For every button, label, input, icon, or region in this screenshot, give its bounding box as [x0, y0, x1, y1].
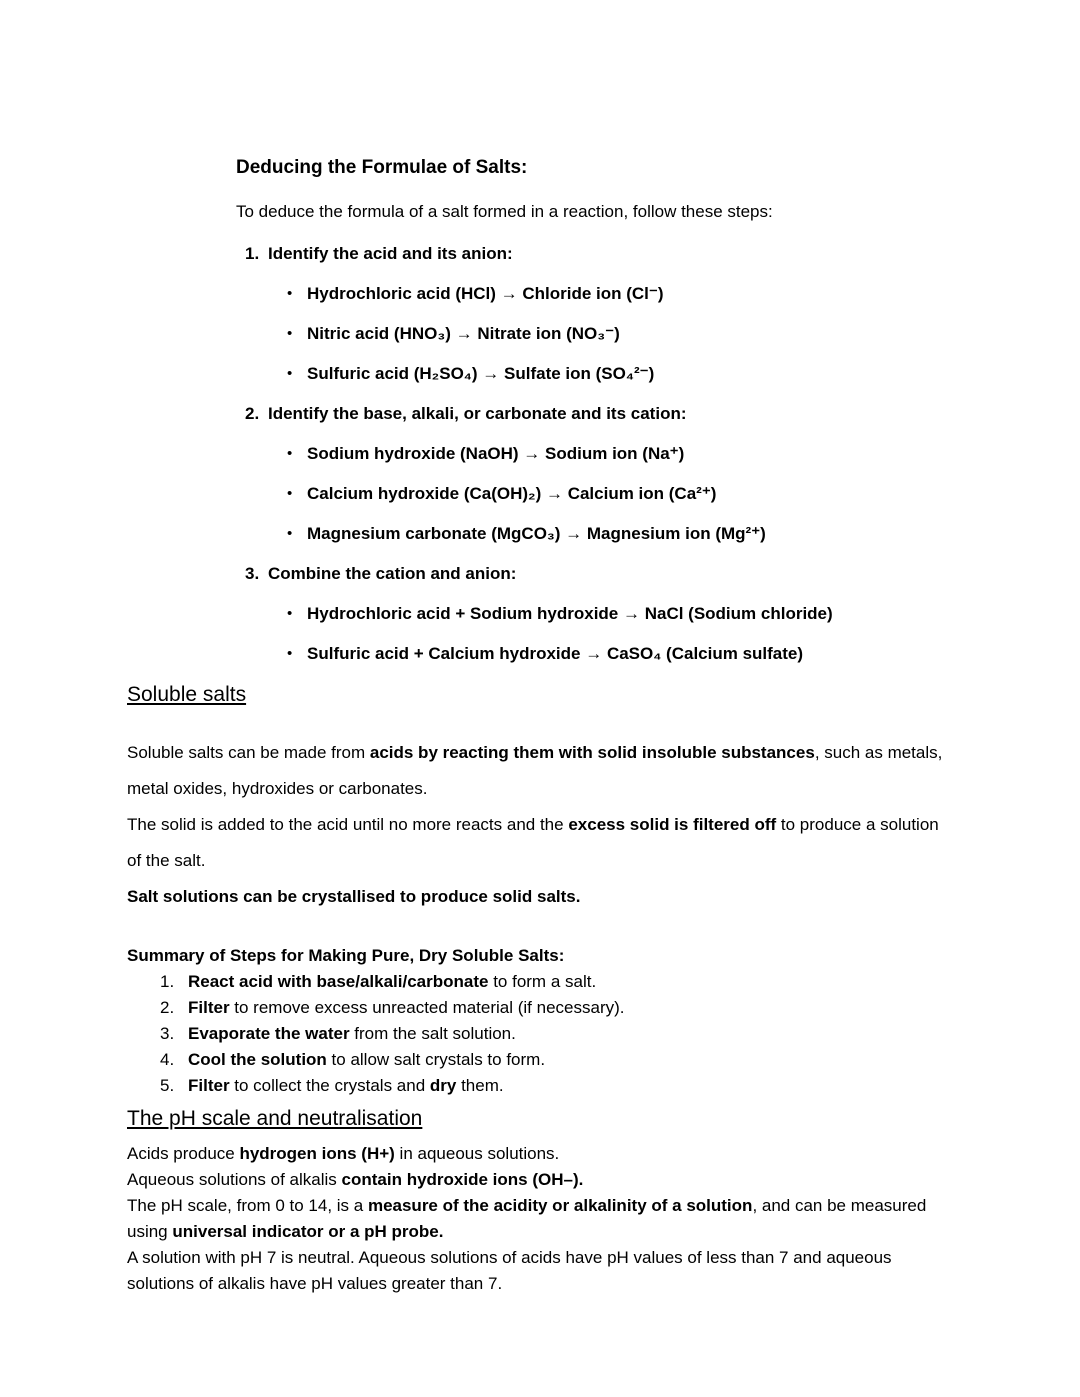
bullet-hydrochloric-acid [287, 281, 953, 307]
para-ph-3 [127, 1193, 953, 1245]
text-content: Soluble salts [127, 683, 247, 706]
list-number-marker: 3. [160, 1024, 175, 1043]
bullet-marker: • [287, 605, 293, 622]
bullet-marker: • [287, 365, 293, 382]
text-content: The pH scale, from 0 to 14, is a measure of the acidity or alkalinity of a solution, and can be measured using universal indicator or a pH probe. [127, 1196, 927, 1241]
intro-paragraph [236, 199, 953, 225]
text-content: Sodium hydroxide (NaOH) → Sodium ion (Na⁺) [307, 444, 685, 463]
text-content: React acid with base/alkali/carbonate to form a salt. [188, 972, 597, 991]
step-react-acid [160, 969, 953, 995]
summary-heading [127, 943, 953, 969]
bullet-caso4-example [287, 641, 953, 667]
list-number-marker: 2. [245, 404, 260, 423]
text-content: Salt solutions can be crystallised to produce solid salts. [127, 887, 581, 906]
text-content: Soluble salts can be made from acids by reacting them with solid insoluble substances, such as metals, metal oxides, hydroxides or carbonates. [127, 743, 943, 798]
step-cool [160, 1047, 953, 1073]
text-content: Summary of Steps for Making Pure, Dry Soluble Salts: [127, 946, 565, 965]
list-number-marker: 4. [160, 1050, 175, 1069]
list-number-marker: 1. [245, 244, 260, 263]
list-number-marker: 3. [245, 564, 260, 583]
bullet-marker: • [287, 645, 293, 662]
bullet-sulfuric-acid [287, 361, 953, 387]
text-content: Hydrochloric acid (HCl) → Chloride ion (Cl⁻) [307, 284, 664, 303]
para-ph-2 [127, 1167, 953, 1193]
bullet-magnesium-carbonate [287, 521, 953, 547]
bullet-nitric-acid [287, 321, 953, 347]
para-soluble-salts-1 [127, 735, 953, 807]
text-content: Magnesium carbonate (MgCO₃) → Magnesium ion (Mg²⁺) [307, 524, 766, 543]
bullet-sodium-hydroxide [287, 441, 953, 467]
text-content: Filter to remove excess unreacted material (if necessary). [188, 998, 625, 1017]
para-ph-4 [127, 1245, 953, 1297]
text-content: Identify the acid and its anion: [268, 244, 513, 263]
list-item-identify-acid [245, 241, 953, 267]
text-content: Cool the solution to allow salt crystals to form. [188, 1050, 546, 1069]
para-ph-1 [127, 1141, 953, 1167]
document-content [127, 155, 953, 1297]
step-evaporate [160, 1021, 953, 1047]
text-content: A solution with pH 7 is neutral. Aqueous solutions of acids have pH values of less than 7 and aqueous solutions of alkalis have pH values greater than 7. [127, 1248, 892, 1293]
bullet-nacl-example [287, 601, 953, 627]
list-item-identify-base [245, 401, 953, 427]
heading-soluble-salts [127, 681, 953, 709]
list-number-marker: 2. [160, 998, 175, 1017]
text-content: Combine the cation and anion: [268, 564, 517, 583]
text-content: To deduce the formula of a salt formed in a reaction, follow these steps: [236, 202, 773, 221]
doc-title-deducing-formulae [236, 155, 953, 181]
bullet-marker: • [287, 325, 293, 342]
list-number-marker: 5. [160, 1076, 175, 1095]
text-content: Filter to collect the crystals and dry them. [188, 1076, 504, 1095]
bullet-marker: • [287, 485, 293, 502]
text-content: Sulfuric acid + Calcium hydroxide → CaSO₄ (Calcium sulfate) [307, 644, 804, 663]
step-filter-excess [160, 995, 953, 1021]
para-crystallised [127, 879, 953, 915]
text-content: Acids produce hydrogen ions (H+) in aqueous solutions. [127, 1144, 560, 1163]
step-filter-collect [160, 1073, 953, 1099]
heading-ph-scale [127, 1105, 953, 1133]
bullet-marker: • [287, 445, 293, 462]
text-content: The pH scale and neutralisation [127, 1107, 423, 1130]
text-content: The solid is added to the acid until no more reacts and the excess solid is filtered off to produce a solution of the salt. [127, 815, 939, 870]
text-content: Deducing the Formulae of Salts: [236, 157, 528, 178]
para-soluble-salts-2 [127, 807, 953, 879]
text-content: Hydrochloric acid + Sodium hydroxide → NaCl (Sodium chloride) [307, 604, 833, 623]
text-content: Aqueous solutions of alkalis contain hydroxide ions (OH–). [127, 1170, 584, 1189]
text-content: Calcium hydroxide (Ca(OH)₂) → Calcium ion (Ca²⁺) [307, 484, 717, 503]
list-number-marker: 1. [160, 972, 175, 991]
list-item-combine [245, 561, 953, 587]
text-content: Sulfuric acid (H₂SO₄) → Sulfate ion (SO₄²⁻) [307, 364, 655, 383]
text-content: Identify the base, alkali, or carbonate and its cation: [268, 404, 687, 423]
text-content: Evaporate the water from the salt solution. [188, 1024, 516, 1043]
bullet-marker: • [287, 285, 293, 302]
text-content: Nitric acid (HNO₃) → Nitrate ion (NO₃⁻) [307, 324, 620, 343]
bullet-marker: • [287, 525, 293, 542]
bullet-calcium-hydroxide [287, 481, 953, 507]
